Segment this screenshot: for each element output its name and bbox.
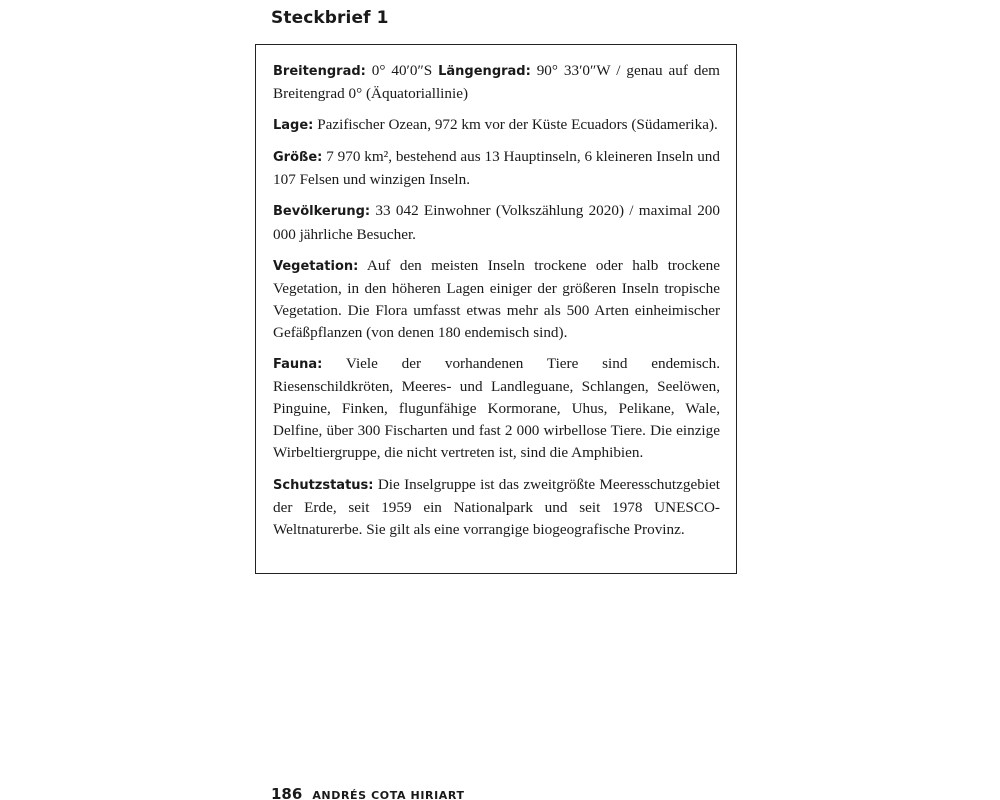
entry-label-size: Größe: [273,150,323,166]
entry-location [273,114,720,137]
entry-label-fauna: Fauna: [273,357,323,373]
entry-label-protection-status: Schutzstatus: [273,477,374,493]
entry-protection-status [273,474,720,541]
entry-text-fauna: Viele der vorhandenen Tiere sind endemisch. Riesenschildkröten, Meeres- und Landleguane, Schlangen, Seelöwen, Pinguine, Finken, flugunfähige Kormorane, Uhus, Pelikane, Wale, Delfine, über 300 Fischarten und fast 2 000 wirbellose Tiere. Die einzige Wirbeltiergruppe, die nicht vertreten ist, sind die Amphibien. [273,355,720,462]
entry-text-longitude: 90° 33′0″W / genau auf dem Breitengrad 0° (Äquatoriallinie) [273,62,720,103]
entry-coordinates [273,60,720,105]
entry-label-vegetation: Vegetation: [273,258,359,274]
entry-population [273,200,720,245]
section-heading: Steckbrief 1 [271,8,389,28]
page-footer [271,784,465,800]
entry-label-latitude: Breitengrad: [273,64,366,79]
entry-text-size: 7 970 km², bestehend aus 13 Hauptinseln, 6 kleineren Inseln und 107 Felsen und winzigen Inseln. [273,148,720,189]
entry-text-population: 33 042 Einwohner (Volkszählung 2020) / maximal 200 000 jährliche Besucher. [273,202,720,243]
page-number: 186 [271,785,303,800]
entry-text-location: Pazifischer Ozean, 972 km vor der Küste Ecuadors (Südamerika). [313,116,718,134]
entry-size [273,146,720,191]
entry-fauna [273,353,720,464]
entry-text-vegetation: Auf den meisten Inseln trockene oder halb trockene Vegetation, in den höheren Lagen einiger der größeren Inseln tropische Vegetation. Die Flora umfasst etwas mehr als 500 Arten einheimischer Gefäßpflanzen (von denen 180 endemisch sind). [273,256,720,341]
entry-label-population: Bevölkerung: [273,204,371,220]
running-author: ANDRÉS COTA HIRIART [312,789,465,800]
entry-label-longitude: Längengrad: [438,64,531,79]
entry-label-location: Lage: [273,118,314,134]
entry-vegetation [273,255,720,344]
entry-text-protection-status: Die Inselgruppe ist das zweitgrößte Meeresschutzgebiet der Erde, seit 1959 ein Nationalpark und seit 1978 UNESCO-Weltnaturerbe. Sie gilt als eine vorrangige biogeografische Provinz. [273,475,720,538]
entry-text-latitude: 0° 40′0″S [365,62,439,79]
fact-sheet-box [255,44,737,574]
